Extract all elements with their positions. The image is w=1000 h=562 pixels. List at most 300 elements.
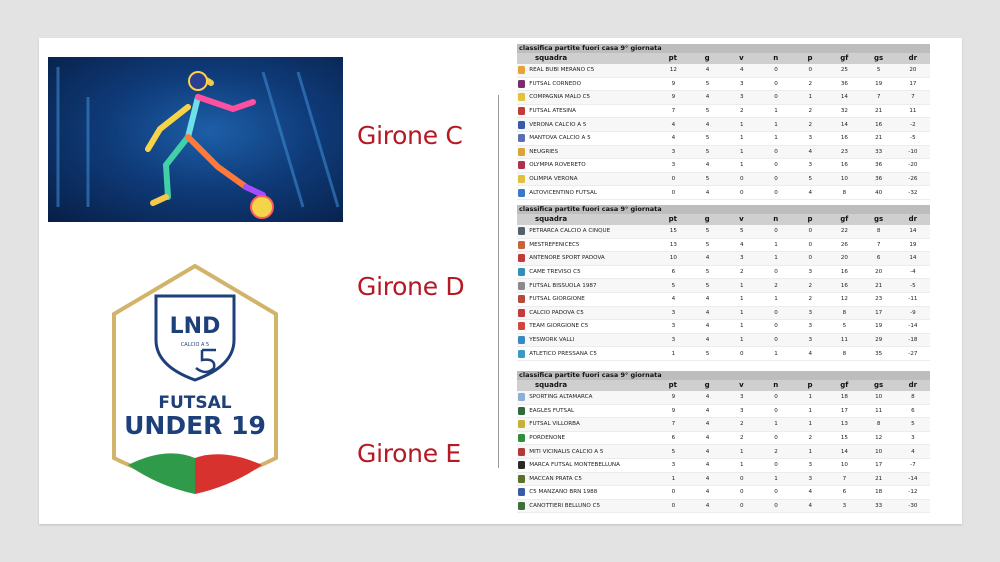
- stat-gf: 16: [840, 135, 848, 142]
- stat-n: 0: [774, 323, 778, 330]
- stat-pt: 9: [671, 94, 676, 101]
- table-row: [517, 486, 930, 500]
- team-crest-icon: [517, 161, 525, 169]
- stat-pt: 1: [671, 350, 676, 357]
- table-header-row: [517, 214, 930, 225]
- stat-gs: 33: [875, 148, 883, 155]
- stat-n: 0: [774, 462, 778, 469]
- stat-gs: 20: [875, 269, 883, 276]
- column-header: v: [739, 381, 744, 389]
- team-name: NEUGRIES: [529, 148, 559, 155]
- stat-gf: 14: [840, 448, 848, 455]
- team-name: ANTENORE SPORT PADOVA: [529, 255, 605, 262]
- stat-gf: 10: [840, 462, 848, 469]
- stat-n: 2: [774, 282, 778, 289]
- stat-gs: 21: [875, 108, 883, 115]
- stat-n: 0: [774, 503, 778, 510]
- column-header: gf: [840, 381, 849, 389]
- team-crest-icon: [517, 502, 525, 510]
- stat-pt: 3: [671, 162, 676, 169]
- team-name: FUTSAL ATESINA: [529, 108, 576, 115]
- column-header: p: [807, 381, 813, 389]
- stat-dr: -12: [908, 489, 918, 496]
- column-header: v: [739, 215, 744, 223]
- team-crest-icon: [517, 420, 525, 428]
- team-crest-icon: [517, 461, 525, 469]
- stat-gs: 29: [875, 337, 883, 344]
- stat-p: 1: [808, 407, 812, 414]
- stat-gf: 3: [842, 503, 847, 510]
- table-row: [517, 225, 930, 239]
- stat-pt: 13: [669, 241, 677, 248]
- stat-gf: 14: [840, 94, 848, 101]
- stat-n: 0: [774, 489, 778, 496]
- standings-table-girone-e: [517, 371, 930, 513]
- stat-dr: -5: [910, 282, 916, 289]
- table-row: [517, 132, 930, 146]
- stat-p: 0: [808, 228, 812, 235]
- stat-g: 4: [705, 296, 710, 303]
- stat-g: 4: [705, 435, 710, 442]
- team-name: EAGLES FUTSAL: [529, 407, 575, 414]
- table-title: classifica partite fuori casa 9° giornata: [517, 205, 930, 214]
- stat-dr: 7: [911, 94, 915, 101]
- table-row: [517, 307, 930, 321]
- stat-g: 4: [705, 503, 710, 510]
- team-crest-icon: [518, 175, 525, 183]
- stat-pt: 0: [671, 176, 676, 183]
- stat-p: 4: [808, 503, 812, 510]
- column-header: gf: [840, 54, 849, 62]
- stat-n: 0: [774, 176, 778, 183]
- column-header: pt: [668, 381, 677, 389]
- team-crest-icon: [517, 66, 525, 74]
- stat-gs: 21: [875, 135, 883, 142]
- team-crest-icon: [517, 227, 525, 235]
- table-body: [517, 64, 930, 200]
- stat-dr: 8: [911, 394, 915, 401]
- stat-n: 0: [774, 67, 778, 74]
- stat-p: 1: [808, 421, 812, 428]
- stat-gs: 8: [876, 421, 881, 428]
- team-crest-icon: [517, 488, 525, 496]
- stat-g: 5: [705, 80, 710, 87]
- team-name: REAL BUBI MERANO C5: [529, 67, 595, 74]
- stat-gf: 26: [840, 241, 848, 248]
- stat-p: 1: [808, 394, 812, 401]
- stat-n: 0: [774, 269, 778, 276]
- stat-gs: 6: [876, 255, 881, 262]
- team-crest-icon: [518, 393, 525, 401]
- stat-v: 3: [740, 255, 744, 262]
- stat-dr: -14: [908, 323, 918, 330]
- table-body: [517, 391, 930, 513]
- stat-n: 1: [774, 255, 778, 262]
- stat-gs: 23: [875, 296, 883, 303]
- team-crest-icon: [518, 121, 525, 129]
- stat-dr: 4: [911, 448, 915, 455]
- team-crest-icon: [518, 80, 525, 88]
- stat-g: 5: [705, 269, 710, 276]
- table-row: [517, 405, 930, 419]
- stat-gf: 32: [840, 108, 848, 115]
- stat-g: 4: [705, 475, 710, 482]
- team-name: CALCIO PADOVA C5: [529, 309, 584, 316]
- team-name: SPORTING ALTAMARCA: [529, 394, 593, 401]
- stat-v: 1: [740, 309, 744, 316]
- stat-gs: 36: [875, 162, 883, 169]
- stat-g: 5: [705, 135, 710, 142]
- team-crest-icon: [518, 336, 525, 344]
- stat-dr: -2: [910, 121, 916, 128]
- team-crest-icon: [518, 227, 525, 235]
- stat-dr: 3: [911, 435, 915, 442]
- stat-g: 4: [705, 255, 710, 262]
- team-crest-icon: [518, 475, 525, 483]
- table-title: classifica partite fuori casa 9° giornata: [517, 44, 930, 53]
- stat-g: 4: [705, 309, 710, 316]
- stat-v: 2: [740, 421, 744, 428]
- team-crest-icon: [517, 80, 525, 88]
- stat-v: 2: [740, 435, 744, 442]
- stat-dr: 11: [909, 108, 917, 115]
- table-row: [517, 118, 930, 132]
- stat-n: 1: [774, 108, 778, 115]
- stat-p: 3: [808, 135, 812, 142]
- stat-p: 4: [808, 148, 812, 155]
- stat-dr: -4: [910, 269, 916, 276]
- stat-pt: 7: [671, 108, 676, 115]
- stat-gf: 13: [840, 421, 848, 428]
- stat-g: 5: [705, 108, 710, 115]
- stat-pt: 12: [669, 67, 677, 74]
- stat-dr: -27: [908, 350, 918, 357]
- stat-pt: 4: [671, 121, 676, 128]
- column-header: pt: [668, 215, 677, 223]
- stat-gs: 7: [876, 241, 881, 248]
- stat-dr: -32: [908, 189, 918, 196]
- team-crest-icon: [518, 66, 525, 74]
- stat-pt: 1: [671, 475, 676, 482]
- table-header-row: [517, 380, 930, 391]
- stat-p: 2: [808, 282, 812, 289]
- table-row: [517, 293, 930, 307]
- stat-v: 3: [740, 94, 744, 101]
- table-row: [517, 418, 930, 432]
- team-crest-icon: [517, 475, 525, 483]
- standings-table-girone-d: [517, 205, 930, 361]
- stat-dr: -14: [908, 475, 918, 482]
- column-header: dr: [908, 215, 918, 223]
- table-body: [517, 225, 930, 361]
- table-row: [517, 146, 930, 160]
- stat-gs: 19: [875, 323, 883, 330]
- stat-gf: 16: [840, 282, 848, 289]
- team-name: TEAM GIORGIONE C5: [529, 323, 589, 330]
- standings-table-girone-c: [517, 44, 930, 200]
- team-crest-icon: [517, 322, 525, 330]
- stat-v: 1: [740, 148, 744, 155]
- stat-n: 1: [774, 421, 778, 428]
- team-crest-icon: [517, 282, 525, 290]
- stat-g: 5: [705, 282, 710, 289]
- stat-p: 4: [808, 489, 812, 496]
- stat-gs: 5: [876, 67, 881, 74]
- table-row: [517, 473, 930, 487]
- team-name: COMPAGNIA MALO C5: [529, 94, 591, 101]
- column-header: g: [704, 215, 710, 223]
- stat-g: 4: [705, 162, 710, 169]
- team-crest-icon: [517, 134, 525, 142]
- team-crest-icon: [518, 107, 525, 115]
- table-row: [517, 347, 930, 361]
- stat-dr: 20: [909, 67, 917, 74]
- stat-v: 3: [740, 80, 744, 87]
- stat-g: 4: [705, 462, 710, 469]
- table-row: [517, 266, 930, 280]
- stat-dr: -10: [908, 148, 918, 155]
- stat-dr: 19: [909, 241, 917, 248]
- stat-gf: 6: [842, 489, 847, 496]
- stat-n: 1: [774, 350, 778, 357]
- table-row: [517, 186, 930, 200]
- table-row: [517, 91, 930, 105]
- stat-gs: 17: [875, 309, 883, 316]
- stat-gf: 18: [840, 394, 848, 401]
- stat-v: 3: [740, 407, 744, 414]
- column-header: gs: [873, 54, 884, 62]
- team-crest-icon: [518, 322, 525, 330]
- table-row: [517, 334, 930, 348]
- team-crest-icon: [518, 350, 525, 358]
- stat-gf: 25: [840, 67, 848, 74]
- team-name: CAME TREVISO C5: [529, 269, 581, 276]
- stat-gs: 40: [875, 189, 883, 196]
- stat-v: 1: [740, 162, 744, 169]
- column-header: squadra: [535, 215, 568, 223]
- stat-pt: 6: [671, 269, 676, 276]
- stat-gs: 12: [875, 435, 883, 442]
- stat-gf: 17: [840, 407, 848, 414]
- stat-p: 2: [808, 121, 812, 128]
- stat-v: 0: [740, 503, 744, 510]
- column-header: v: [739, 54, 744, 62]
- stat-p: 1: [808, 94, 812, 101]
- stat-n: 0: [774, 337, 778, 344]
- column-header: g: [704, 54, 710, 62]
- stat-n: 1: [774, 296, 778, 303]
- stat-n: 0: [774, 189, 778, 196]
- stat-g: 4: [705, 489, 710, 496]
- team-crest-icon: [517, 148, 525, 156]
- stat-v: 0: [740, 489, 744, 496]
- stat-gs: 21: [875, 475, 883, 482]
- stat-gf: 11: [840, 337, 848, 344]
- stat-dr: 6: [911, 407, 915, 414]
- badge-brand: LND: [169, 314, 221, 339]
- column-header: dr: [908, 381, 918, 389]
- stat-dr: -20: [908, 162, 918, 169]
- stat-v: 5: [740, 228, 744, 235]
- column-header: p: [807, 54, 813, 62]
- stat-pt: 0: [671, 503, 676, 510]
- stat-p: 3: [808, 475, 812, 482]
- table-row: [517, 459, 930, 473]
- team-crest-icon: [517, 268, 525, 276]
- stat-g: 4: [705, 121, 710, 128]
- team-crest-icon: [517, 393, 525, 401]
- team-crest-icon: [517, 407, 525, 415]
- stat-pt: 3: [671, 309, 676, 316]
- stat-p: 2: [808, 108, 812, 115]
- team-crest-icon: [517, 336, 525, 344]
- stat-p: 3: [808, 309, 812, 316]
- column-header: gs: [873, 381, 884, 389]
- stat-gf: 8: [842, 309, 847, 316]
- column-header: g: [704, 381, 710, 389]
- stat-v: 1: [740, 462, 744, 469]
- stat-n: 1: [774, 121, 778, 128]
- stat-n: 0: [774, 407, 778, 414]
- stat-v: 1: [740, 121, 744, 128]
- stat-gs: 8: [876, 228, 881, 235]
- stat-gf: 12: [840, 296, 848, 303]
- stat-pt: 0: [671, 189, 676, 196]
- team-name: MARCA FUTSAL MONTEBELLUNA: [529, 462, 620, 469]
- stat-g: 4: [705, 394, 710, 401]
- player-hero-image: [48, 57, 343, 222]
- stat-pt: 4: [671, 296, 676, 303]
- team-crest-icon: [518, 282, 525, 290]
- stat-n: 2: [774, 448, 778, 455]
- team-crest-icon: [517, 350, 525, 358]
- stat-pt: 9: [671, 80, 676, 87]
- stat-gs: 33: [875, 503, 883, 510]
- stat-n: 0: [774, 94, 778, 101]
- team-crest-icon: [518, 189, 525, 197]
- column-header: p: [807, 215, 813, 223]
- stat-pt: 9: [671, 394, 676, 401]
- stat-v: 2: [740, 269, 744, 276]
- stat-gs: 35: [875, 350, 883, 357]
- team-name: YESWORK VALLI: [529, 337, 575, 344]
- team-crest-icon: [517, 448, 525, 456]
- stat-gf: 7: [842, 475, 847, 482]
- stat-gs: 21: [875, 282, 883, 289]
- table-title: classifica partite fuori casa 9° giornata: [517, 371, 930, 380]
- team-crest-icon: [518, 134, 525, 142]
- stat-v: 4: [740, 241, 744, 248]
- team-name: OLIMPIA VERONA: [529, 176, 578, 183]
- stat-dr: -26: [908, 176, 918, 183]
- team-crest-icon: [517, 189, 525, 197]
- table-row: [517, 320, 930, 334]
- stat-v: 0: [740, 350, 744, 357]
- stat-dr: -5: [910, 135, 916, 142]
- column-header: squadra: [535, 54, 568, 62]
- column-header: dr: [908, 54, 918, 62]
- table-row: [517, 252, 930, 266]
- stat-gs: 36: [875, 176, 883, 183]
- team-crest-icon: [517, 175, 525, 183]
- stat-gs: 11: [875, 407, 883, 414]
- stat-g: 4: [705, 337, 710, 344]
- badge-line1: FUTSAL: [158, 393, 232, 413]
- stat-g: 5: [705, 350, 710, 357]
- stat-p: 2: [808, 80, 812, 87]
- badge-line2: UNDER 19: [124, 411, 266, 440]
- stat-g: 4: [705, 448, 710, 455]
- team-crest-icon: [518, 241, 525, 249]
- stat-gf: 36: [840, 80, 848, 87]
- stat-gf: 5: [842, 323, 847, 330]
- stat-gs: 16: [875, 121, 883, 128]
- stat-p: 2: [808, 435, 812, 442]
- divider-line: [498, 95, 499, 468]
- team-crest-icon: [518, 309, 525, 317]
- table-row: [517, 445, 930, 459]
- stat-p: 1: [808, 448, 812, 455]
- stat-v: 1: [740, 323, 744, 330]
- stat-pt: 9: [671, 407, 676, 414]
- stat-gf: 16: [840, 269, 848, 276]
- table-row: [517, 500, 930, 514]
- table-row: [517, 432, 930, 446]
- stat-gf: 16: [840, 162, 848, 169]
- table-header-row: [517, 53, 930, 64]
- group-e-label: Girone E: [357, 439, 461, 468]
- group-d-label: Girone D: [357, 272, 465, 301]
- team-crest-icon: [518, 407, 525, 415]
- stat-g: 5: [705, 241, 710, 248]
- stat-v: 3: [740, 394, 744, 401]
- team-crest-icon: [518, 434, 525, 442]
- table-row: [517, 78, 930, 92]
- stat-gf: 22: [840, 228, 848, 235]
- stat-g: 5: [705, 148, 710, 155]
- team-name: VERONA CALCIO A 5: [529, 121, 587, 128]
- team-crest-icon: [517, 93, 525, 101]
- stat-v: 0: [740, 475, 744, 482]
- stat-p: 2: [808, 296, 812, 303]
- stat-gf: 20: [840, 255, 848, 262]
- team-name: CANOTTIERI BELLUNO C5: [529, 503, 601, 510]
- stat-g: 4: [705, 94, 710, 101]
- team-crest-icon: [518, 254, 525, 262]
- stat-v: 4: [740, 67, 744, 74]
- team-name: FUTSAL BISSUOLA 1987: [529, 282, 597, 289]
- stat-gs: 19: [875, 80, 883, 87]
- hero-illustration: [48, 57, 343, 222]
- team-name: MESTREFENICEC5: [529, 241, 580, 248]
- stat-pt: 6: [671, 435, 676, 442]
- team-name: PETRARCA CALCIO A CINQUE: [529, 228, 611, 235]
- stat-dr: 5: [911, 421, 915, 428]
- stat-v: 2: [740, 108, 744, 115]
- team-crest-icon: [517, 241, 525, 249]
- stat-dr: 14: [909, 255, 917, 262]
- badge-small-text: CALCIO A 5: [180, 342, 210, 348]
- stat-p: 4: [808, 189, 812, 196]
- team-name: OLYMPIA ROVERETO: [529, 162, 586, 169]
- team-crest-icon: [517, 107, 525, 115]
- stat-pt: 5: [671, 448, 676, 455]
- stat-p: 3: [808, 162, 812, 169]
- stat-n: 0: [774, 228, 778, 235]
- stat-n: 0: [774, 162, 778, 169]
- team-name: MANTOVA CALCIO A 5: [529, 135, 591, 142]
- stat-n: 0: [774, 394, 778, 401]
